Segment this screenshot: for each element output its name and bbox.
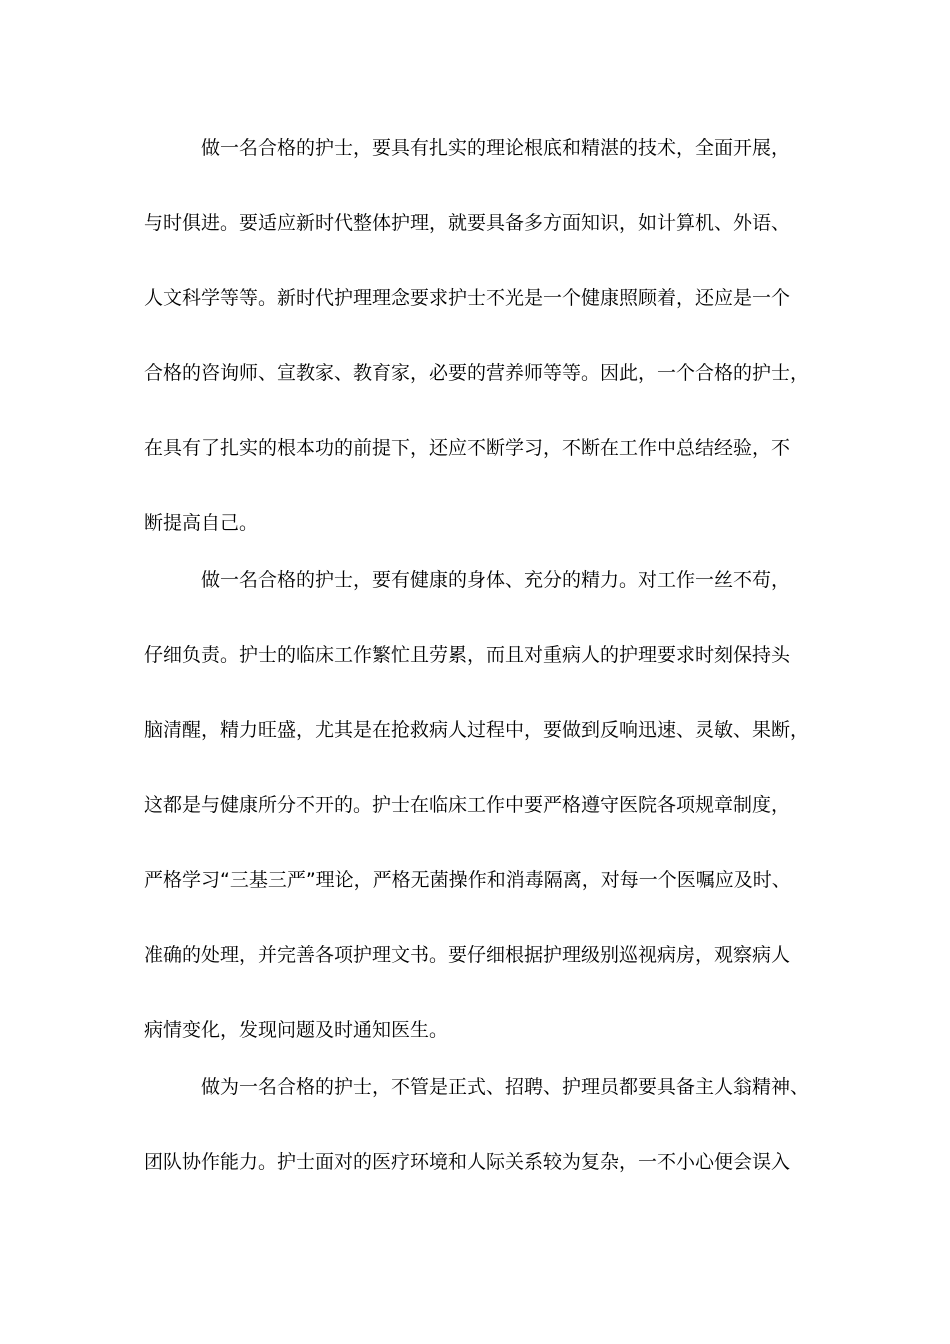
paragraph-line: 做为一名合格的护士，不管是正式、招聘、护理员都要具备主人翁精神、 — [201, 1076, 810, 1098]
paragraph-line: 准确的处理，并完善各项护理文书。要仔细根据护理级别巡视病房，观察病人 — [144, 944, 791, 966]
paragraph-line: 这都是与健康所分不开的。护士在临床工作中要严格遵守医院各项规章制度， — [144, 794, 791, 816]
paragraph-line: 在具有了扎实的根本功的前提下，还应不断学习，不断在工作中总结经验，不 — [144, 437, 791, 459]
paragraph-line: 做一名合格的护士，要具有扎实的理论根底和精湛的技术，全面开展， — [201, 137, 791, 159]
paragraph-line: 合格的咨询师、宣教家、教育家，必要的营养师等等。因此，一个合格的护士， — [144, 362, 810, 384]
paragraph-line: 仔细负责。护士的临床工作繁忙且劳累，而且对重病人的护理要求时刻保持头 — [144, 644, 791, 666]
paragraph-line: 断提高自己。 — [144, 512, 259, 534]
paragraph-line: 与时俱进。要适应新时代整体护理，就要具备多方面知识，如计算机、外语、 — [144, 212, 791, 234]
paragraph-3 — [144, 1065, 824, 1215]
paragraph-2 — [144, 558, 824, 1065]
paragraph-line: 团队协作能力。护士面对的医疗环境和人际关系较为复杂，一不小心便会误入 — [144, 1151, 791, 1173]
paragraph-line: 人文科学等等。新时代护理理念要求护士不光是一个健康照顾着，还应是一个 — [144, 287, 791, 309]
paragraph-line: 做一名合格的护士，要有健康的身体、充分的精力。对工作一丝不苟， — [201, 569, 791, 591]
paragraph-line: 病情变化，发现问题及时通知医生。 — [144, 1019, 449, 1041]
paragraph-line: 严格学习“三基三严”理论，严格无菌操作和消毒隔离，对每一个医嘱应及时、 — [144, 869, 791, 891]
document-body — [144, 126, 824, 1215]
paragraph-line: 脑清醒，精力旺盛，尤其是在抢救病人过程中，要做到反响迅速、灵敏、果断， — [144, 719, 810, 741]
paragraph-1 — [144, 126, 824, 558]
